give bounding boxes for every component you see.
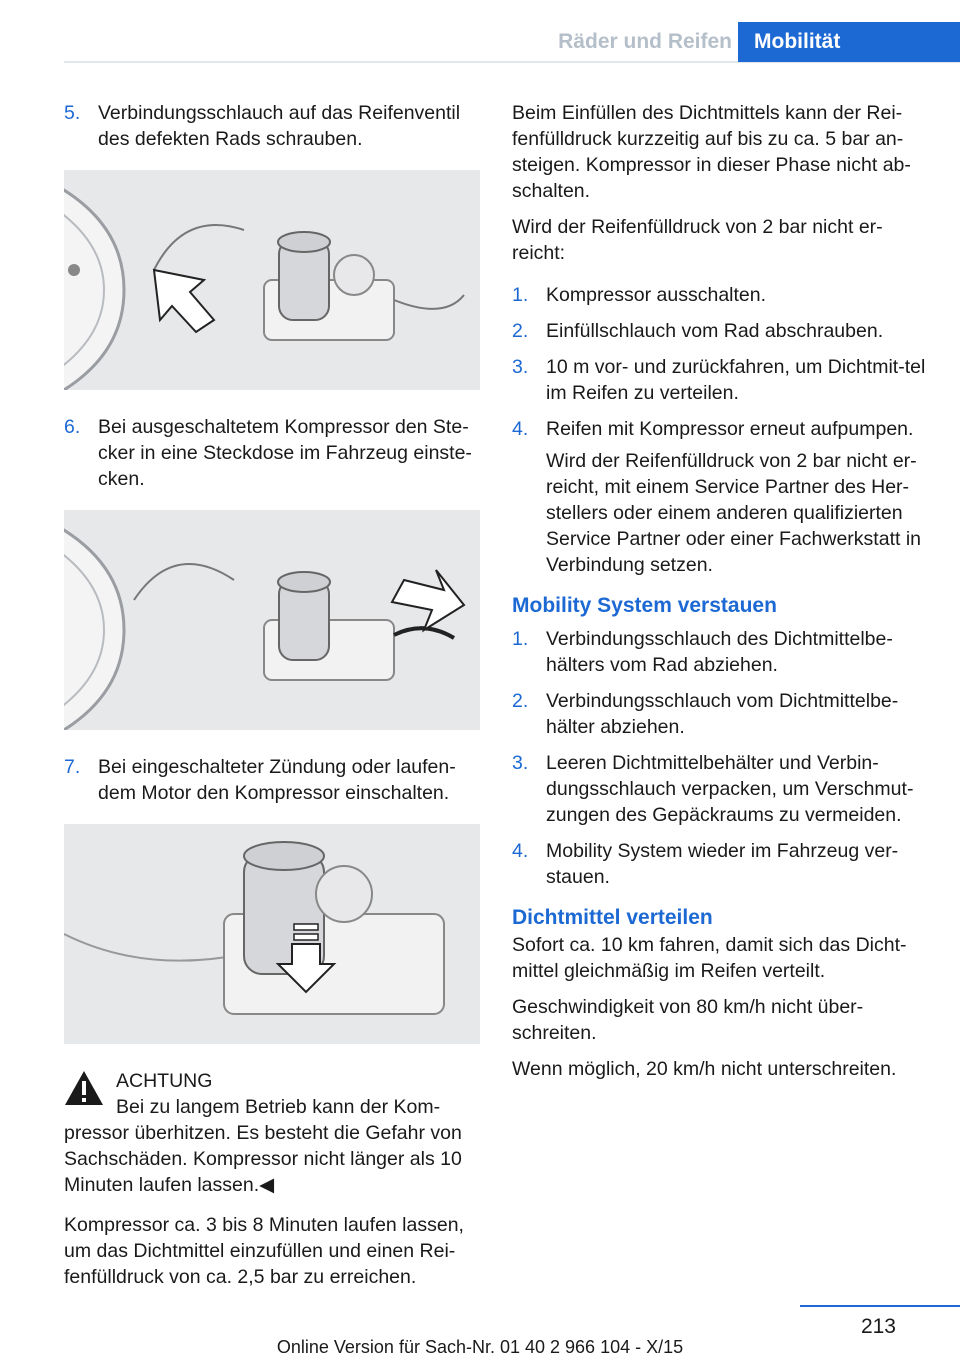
heading-stow-system: Mobility System verstauen (512, 594, 777, 617)
item-number: 3. (512, 752, 529, 774)
item-number: 4. (512, 840, 529, 862)
step-text: Verbindungsschlauch auf das Reifenventil des defekten Rads schrauben. (98, 102, 461, 150)
step-6 (64, 414, 480, 492)
item-text: Leeren Dichtmittelbehälter und Verbin‐dungsschlauch verpacken, um Verschmut‐zungen des Gepäckraums zu vermeiden. (546, 752, 914, 826)
item-text: 10 m vor- und zurückfahren, um Dichtmit‐tel im Reifen zu verteilen. (546, 356, 926, 404)
warning-triangle-icon (64, 1070, 104, 1106)
list-item-note: Wird der Reifenfülldruck von 2 bar nicht er‐reicht, mit einem Service Partner des Her‐stellers oder einem anderen qualifizierten Service Partner oder einer Fachwerkstatt in Verbindung setzen. (546, 450, 921, 576)
item-number: 3. (512, 356, 529, 378)
item-text: Reifen mit Kompressor erneut aufpumpen. (546, 418, 914, 440)
step-text: Bei ausgeschaltetem Kompressor den Ste‐cker in eine Steckdose im Fahrzeug einste‐cken. (98, 416, 472, 490)
right-column (512, 100, 928, 1092)
step-5 (64, 100, 480, 152)
item-text: Verbindungsschlauch vom Dichtmittelbe‐hälter abziehen. (546, 690, 899, 738)
list-item (512, 838, 928, 890)
list-item (512, 688, 928, 740)
warning-text: Bei zu langem Betrieb kann der Kom‐pressor überhitzen. Es besteht die Gefahr von Sachschäden. Kompressor nicht länger als 10 Minuten laufen lassen.◀ (64, 1096, 462, 1196)
item-text: Mobility System wieder im Fahrzeug ver‐stauen. (546, 840, 899, 888)
list-not-reached (512, 282, 928, 578)
header-section-tab[interactable]: Räder und Reifen (558, 30, 732, 53)
paragraph-not-reached: Wird der Reifenfülldruck von 2 bar nicht er‐reicht: (512, 216, 883, 264)
list-item (512, 318, 928, 344)
paragraph-drive-distance: Sofort ca. 10 km fahren, damit sich das Dicht‐mittel gleichmäßig im Reifen verteilt. (512, 934, 907, 982)
closing-paragraph: Kompressor ca. 3 bis 8 Minuten laufen lassen, um das Dichtmittel einzufüllen und einen Rei‐fenfülldruck von ca. 2,5 bar zu erreichen. (64, 1214, 464, 1288)
list-item (512, 626, 928, 678)
item-number: 1. (512, 284, 529, 306)
item-number: 2. (512, 690, 529, 712)
item-text: Einfüllschlauch vom Rad abschrauben. (546, 320, 884, 342)
item-number: 1. (512, 628, 529, 650)
paragraph-pressure-peak: Beim Einfüllen des Dichtmittels kann der Rei‐fenfülldruck kurzzeitig auf bis zu ca. 5 bar an‐steigen. Kompressor in dieser Phase nicht ab‐schalten. (512, 102, 911, 202)
item-text: Verbindungsschlauch des Dichtmittelbe‐hälters vom Rad abziehen. (546, 628, 893, 676)
step-number: 6. (64, 416, 81, 438)
paragraph-max-speed: Geschwindigkeit von 80 km/h nicht über‐schreiten. (512, 996, 864, 1044)
footer-rule (800, 1305, 960, 1307)
heading-distribute-sealant: Dichtmittel verteilen (512, 906, 713, 929)
paragraph-min-speed: Wenn möglich, 20 km/h nicht unterschreiten. (512, 1058, 897, 1080)
step-7 (64, 754, 480, 806)
step-number: 7. (64, 756, 81, 778)
item-text: Kompressor ausschalten. (546, 284, 767, 306)
figure-hose-on-valve (64, 170, 480, 390)
list-stow (512, 626, 928, 890)
warning-title: ACHTUNG (116, 1070, 213, 1092)
figure-compressor-switch (64, 824, 480, 1044)
list-item (512, 416, 928, 442)
list-item (512, 282, 928, 308)
figure-plug-socket (64, 510, 480, 730)
warning-box (64, 1068, 480, 1198)
list-item (512, 354, 928, 406)
header-chapter-tab[interactable]: Mobilität (738, 22, 960, 62)
page-number: 213 (860, 1315, 896, 1338)
step-text: Bei eingeschalteter Zündung oder laufen‐dem Motor den Kompressor einschalten. (98, 756, 456, 804)
step-number: 5. (64, 102, 81, 124)
left-column (64, 100, 480, 1300)
item-number: 2. (512, 320, 529, 342)
list-item (512, 750, 928, 828)
footer-version-text: Online Version für Sach-Nr. 01 40 2 966 104 - X/15 (276, 1337, 684, 1357)
item-number: 4. (512, 418, 529, 440)
